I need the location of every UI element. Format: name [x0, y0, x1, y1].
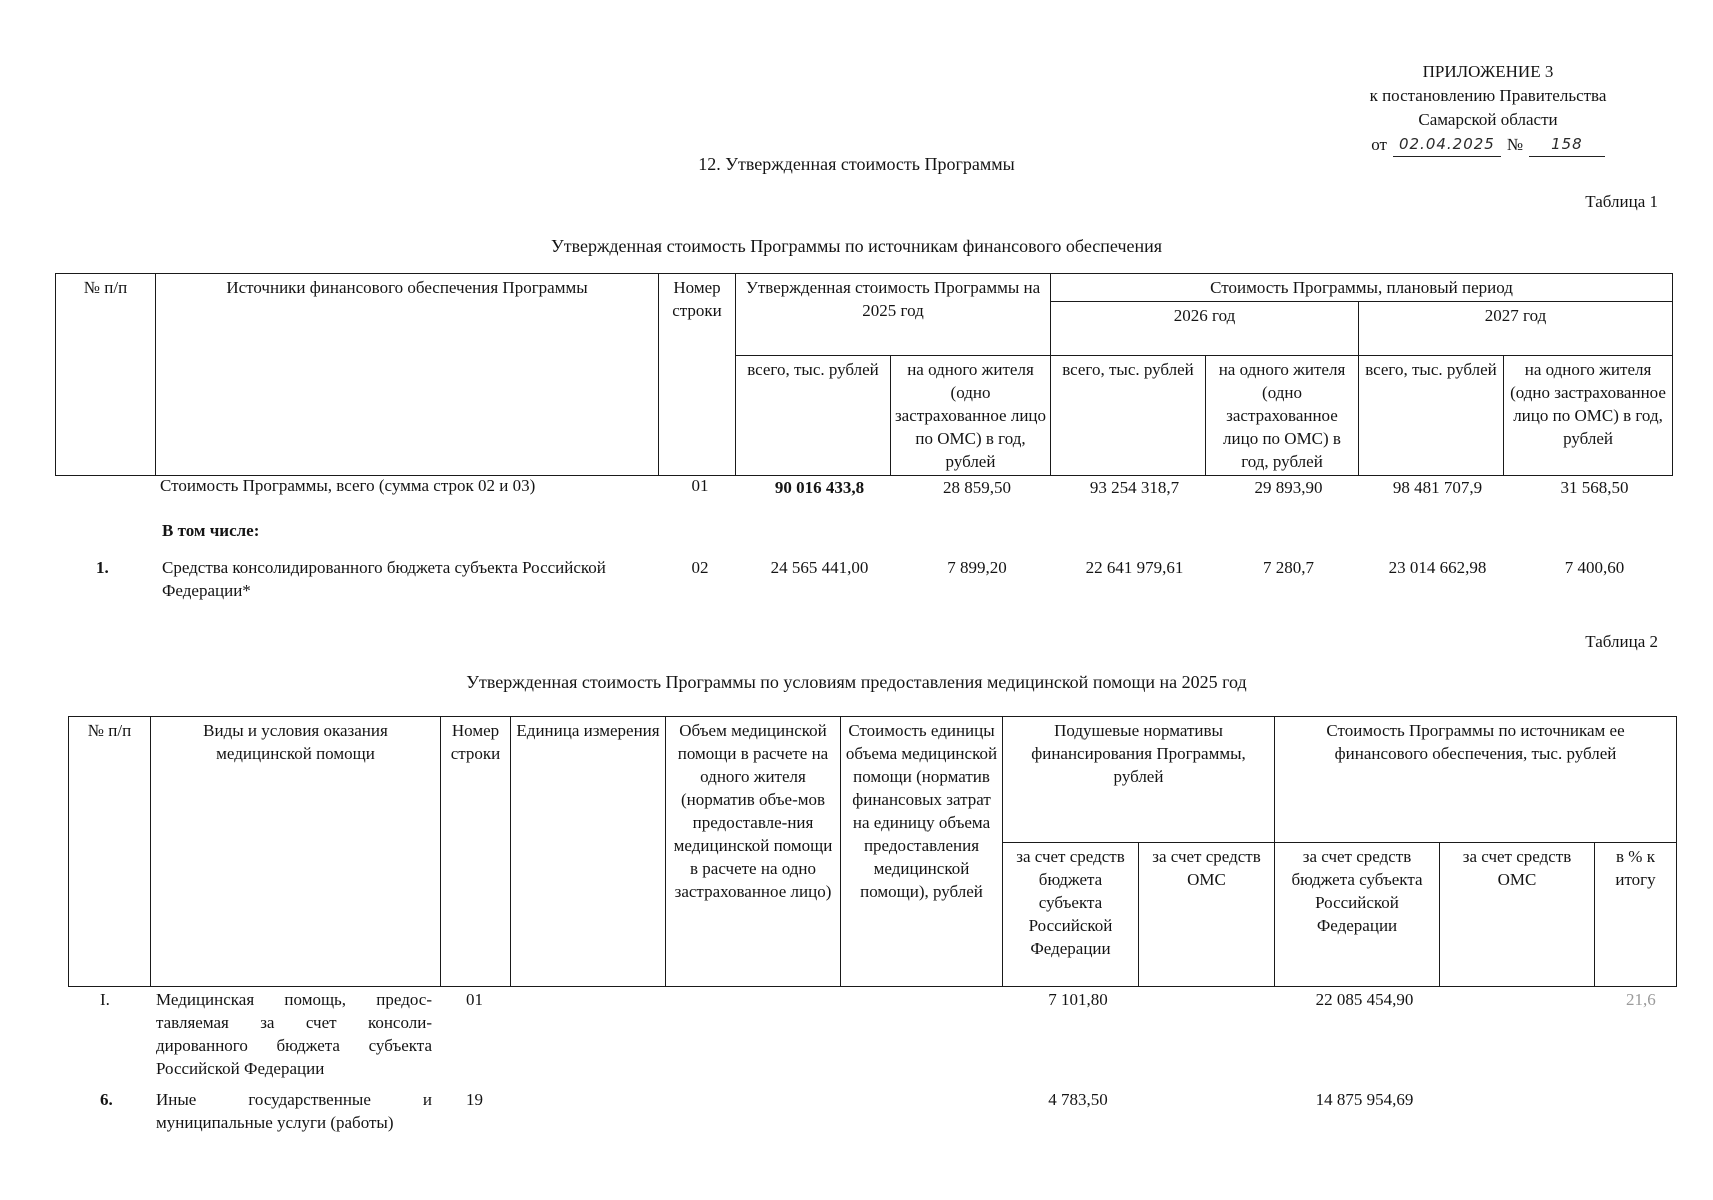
t1-h-source: Источники финансового обеспечения Программы [156, 274, 659, 476]
t1-row-2-name: Средства консолидированного бюджета субъекта Российской Федерации* [162, 558, 606, 600]
t1-row-0-p2026: 29 893,90 [1254, 478, 1323, 497]
t2-row-1-num: 6. [100, 1090, 113, 1109]
t1-row-2-v2027: 23 014 662,98 [1388, 558, 1487, 577]
t1-row-2-p2025: 7 899,20 [947, 558, 1007, 577]
t2-h-pc-oms: за счет средств ОМС [1139, 843, 1275, 987]
appendix-date: 02.04.2025 [1393, 132, 1501, 157]
t2-h-src-pct: в % к итогу [1595, 843, 1677, 987]
appendix-title: ПРИЛОЖЕНИЕ 3 [1422, 62, 1554, 81]
t1-h-2027: 2027 год [1359, 302, 1673, 356]
t1-h-planned: Стоимость Программы, плановый период [1051, 274, 1673, 302]
t2-row-1-code: 19 [466, 1090, 483, 1109]
table2-label: Таблица 2 [1585, 632, 1658, 651]
t1-h-2025-per-capita: на одного жителя (одно застрахованное лицо по ОМС) в год, рублей [891, 356, 1051, 476]
t1-row-2-p2027: 7 400,60 [1564, 558, 1625, 577]
t1-h-2025-total: всего, тыс. рублей [736, 356, 891, 476]
t1-h-num: № п/п [56, 274, 156, 476]
t2-h-volume: Объем медицинской помощи в расчете на одного жителя (норматив объе-мов предоставле-ния медицинской помощи в расчете на одно застрахованное лицо) [666, 717, 841, 987]
t1-row-0-p2027: 31 568,50 [1560, 478, 1629, 497]
t1-row-1-name: В том числе: [162, 521, 260, 540]
t2-row-1-name: Иные государственные и муниципальные услуги (работы) [156, 1090, 432, 1132]
t2-row-1-src-budget: 14 875 954,69 [1315, 1090, 1414, 1109]
t1-row-2-p2026: 7 280,7 [1263, 558, 1314, 577]
t1-row-0-v2027: 98 481 707,9 [1392, 478, 1483, 497]
appendix-number: 158 [1529, 132, 1605, 157]
t1-h-2027-per-capita: на одного жителя (одно застрахованное лицо по ОМС) в год, рублей [1504, 356, 1673, 476]
t2-h-src-budget: за счет средств бюджета субъекта Российской Федерации [1275, 843, 1440, 987]
table1-label: Таблица 1 [1585, 192, 1658, 211]
appendix-line2: к постановлению Правительства [1369, 86, 1607, 105]
t2-row-0-num: I. [100, 990, 110, 1009]
table1-title: Утвержденная стоимость Программы по источникам финансового обеспечения [550, 236, 1163, 256]
t2-row-0-pc-budget: 7 101,80 [1048, 990, 1108, 1009]
t2-row-0-name: Медицинская помощь, предос-тавляемая за счет консоли-дированного бюджета субъекта Российской Федерации [156, 990, 432, 1078]
t2-row-0-code: 01 [466, 990, 483, 1009]
t1-row-2-v2025: 24 565 441,00 [770, 558, 869, 577]
t2-h-per-capita: Подушевые нормативы финансирования Программы, рублей [1003, 717, 1275, 843]
t1-h-2026-per-capita: на одного жителя (одно застрахованное лицо по ОМС) в год, рублей [1206, 356, 1359, 476]
t2-row-0-pct: 21,6 [1626, 990, 1656, 1009]
t1-row-2-code: 02 [691, 558, 709, 577]
t2-h-row-number: Номер строки [441, 717, 511, 987]
t1-row-2-num: 1. [96, 558, 109, 577]
t1-row-0-name: Стоимость Программы, всего (сумма строк 02 и 03) [160, 476, 536, 495]
t1-h-2026-total: всего, тыс. рублей [1051, 356, 1206, 476]
t1-h-2027-total: всего, тыс. рублей [1359, 356, 1504, 476]
t1-row-0-v2026: 93 254 318,7 [1089, 478, 1180, 497]
table2-title: Утвержденная стоимость Программы по условиям предоставления медицинской помощи на 2025 год [466, 672, 1247, 692]
appendix-block [1343, 60, 1633, 157]
section-title: 12. Утвержденная стоимость Программы [698, 154, 1015, 174]
t1-h-approved: Утвержденная стоимость Программы на 2025 год [736, 274, 1051, 356]
t2-h-sources: Стоимость Программы по источникам ее финансового обеспечения, тыс. рублей [1275, 717, 1677, 843]
t1-row-0-code: 01 [691, 476, 709, 495]
t2-h-kind: Виды и условия оказания медицинской помощи [151, 717, 441, 987]
appendix-line3: Самарской области [1418, 110, 1558, 129]
t2-h-unit: Единица измерения [511, 717, 666, 987]
t2-row-0-src-budget: 22 085 454,90 [1315, 990, 1414, 1009]
t2-h-src-oms: за счет средств ОМС [1440, 843, 1595, 987]
t1-h-row-number: Номер строки [659, 274, 736, 476]
t1-row-0-p2025: 28 859,50 [943, 478, 1011, 497]
appendix-from: от [1371, 135, 1387, 154]
t2-h-num: № п/п [69, 717, 151, 987]
table1-header [55, 273, 1673, 476]
table2-header [68, 716, 1677, 987]
t1-h-2026: 2026 год [1051, 302, 1359, 356]
t1-row-2-v2026: 22 641 979,61 [1085, 558, 1184, 577]
t2-h-unit-cost: Стоимость единицы объема медицинской помощи (норматив финансовых затрат на единицу объема предоставления медицинской помощи), рублей [841, 717, 1003, 987]
t1-row-0-v2025: 90 016 433,8 [774, 478, 865, 497]
appendix-number-sign: № [1506, 135, 1524, 154]
t2-h-pc-budget: за счет средств бюджета субъекта Российской Федерации [1003, 843, 1139, 987]
t2-row-1-pc-budget: 4 783,50 [1048, 1090, 1108, 1109]
